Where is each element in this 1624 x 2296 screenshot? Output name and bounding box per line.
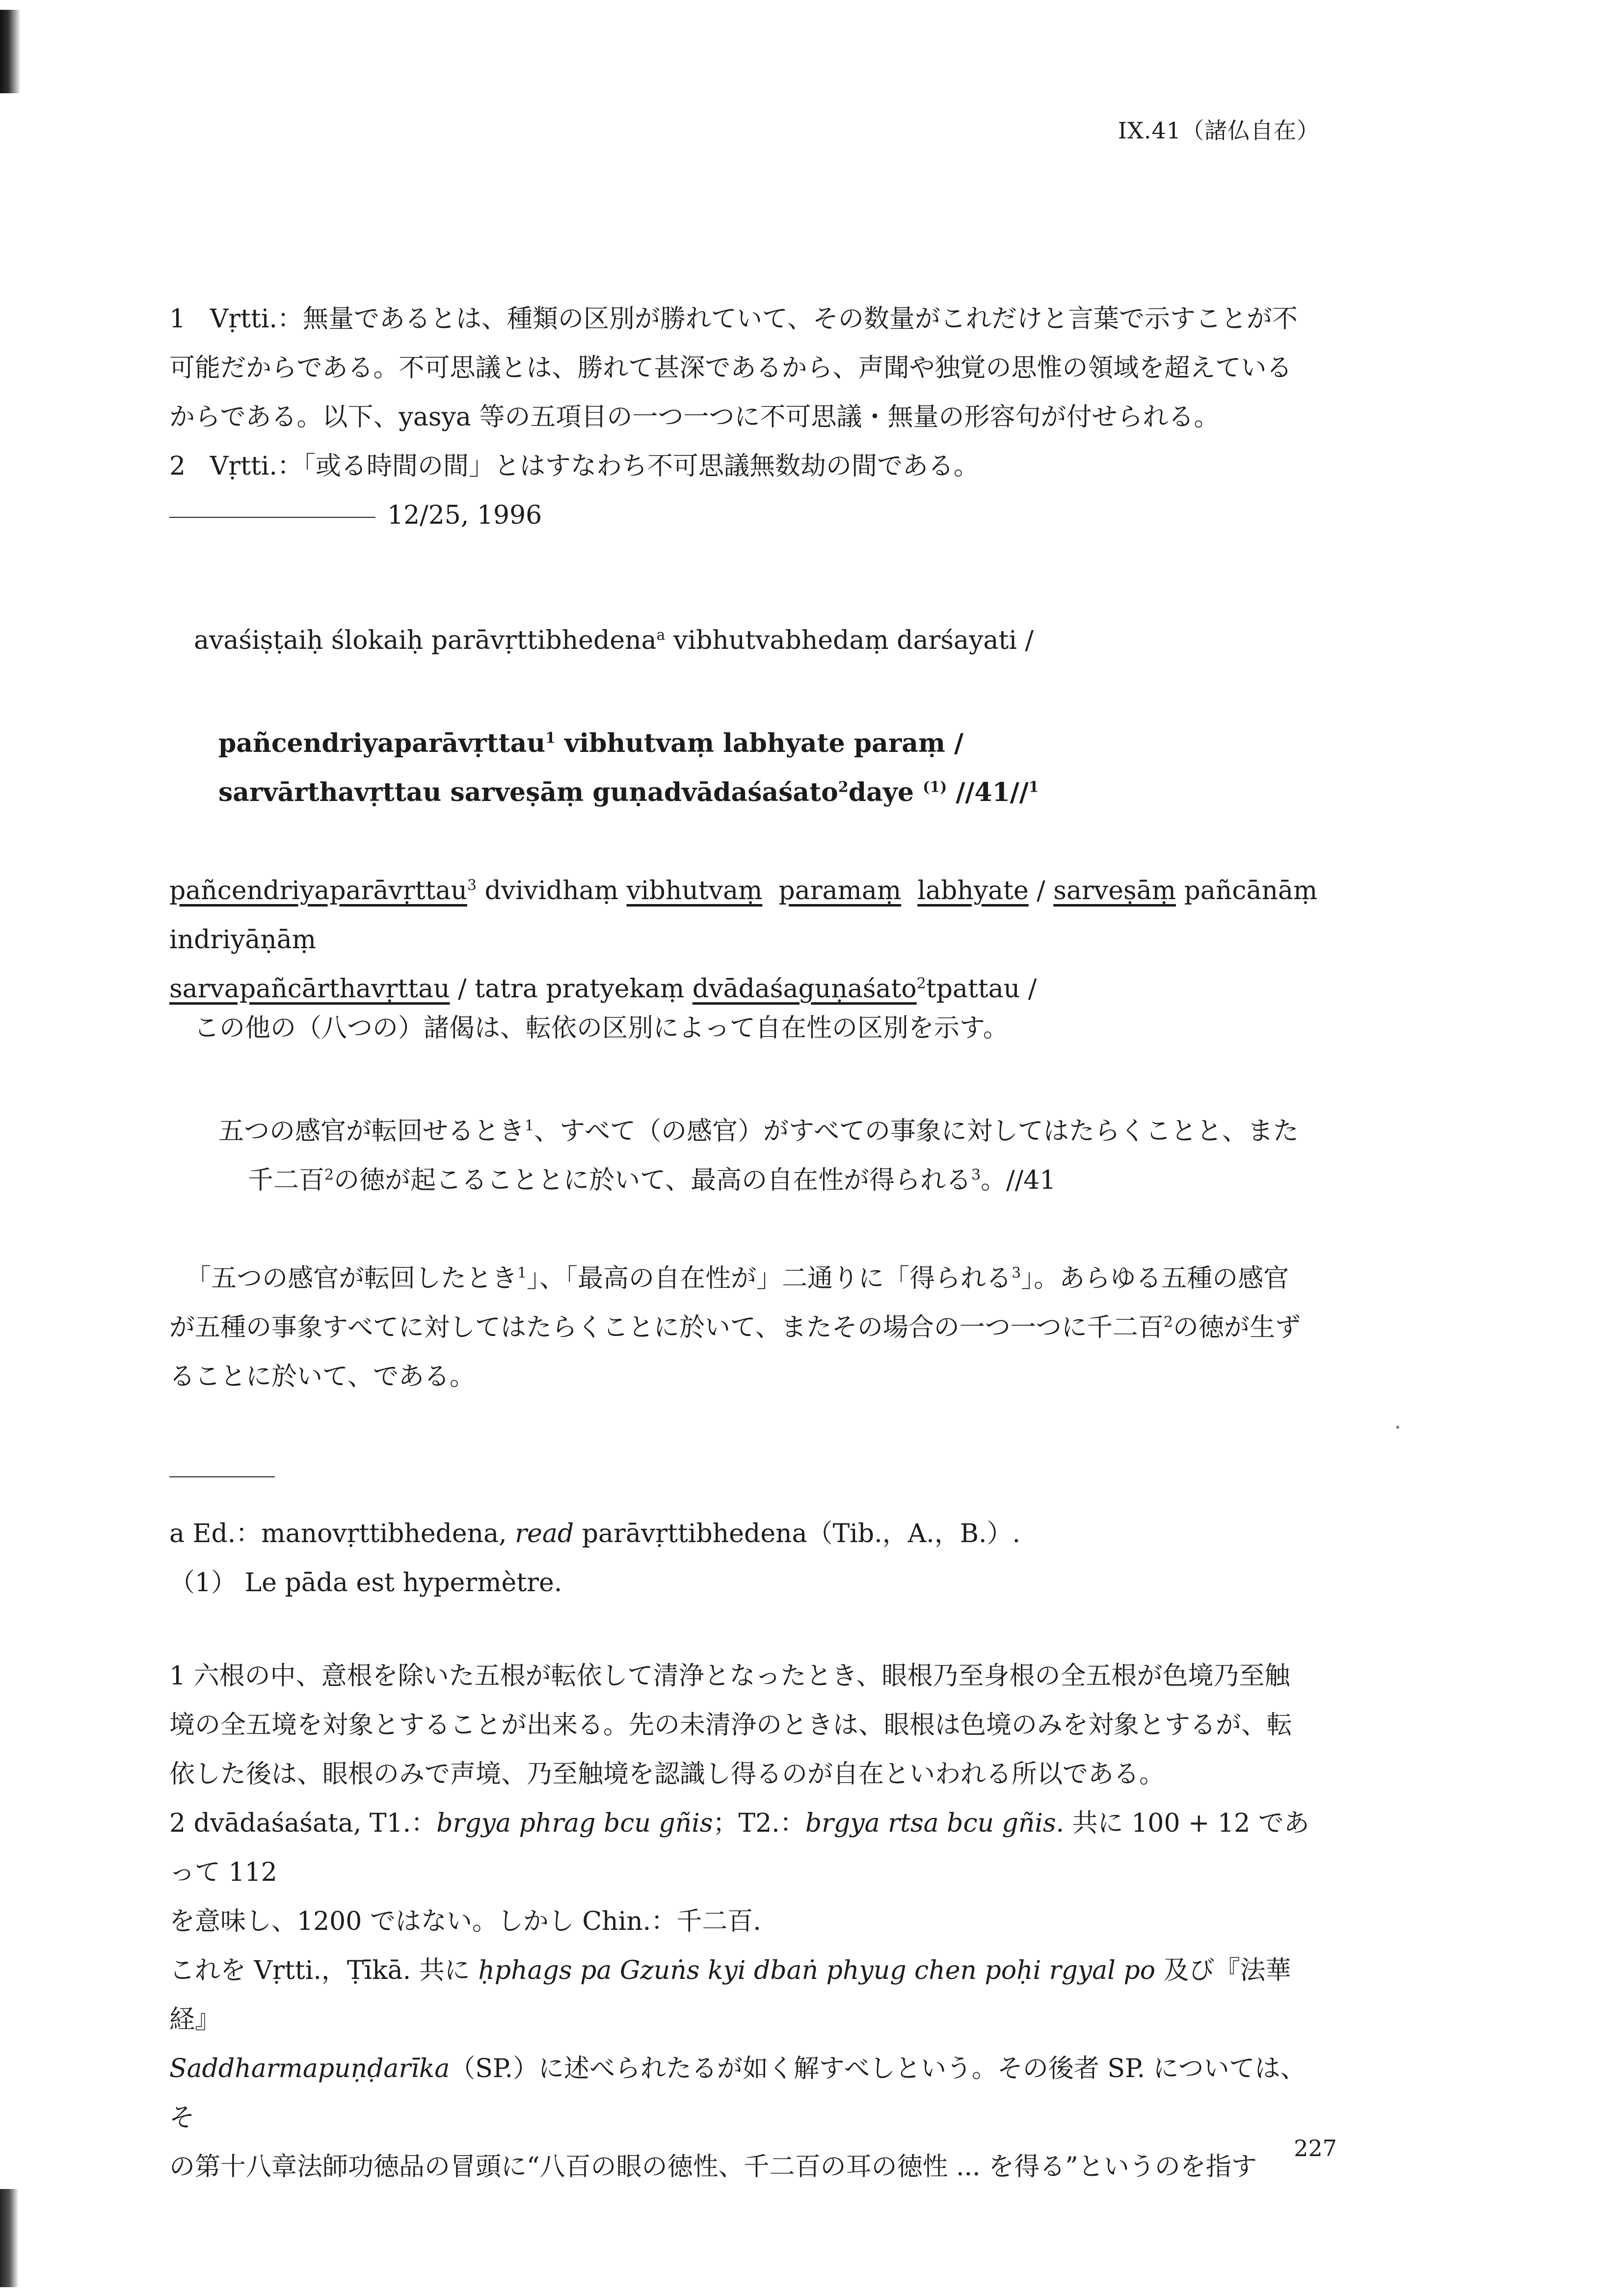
note-1-line-3: からである。以下、yasya 等の五項目の一つ一つに不可思議・無量の形容句が付せられる。 bbox=[169, 402, 1220, 432]
speck bbox=[1396, 1426, 1399, 1429]
scan-edge-mark-bottom bbox=[0, 2189, 19, 2287]
running-header: IX.41（諸仏自在） bbox=[1118, 117, 1320, 144]
verse-line-2: sarvārthavṛttau sarveṣāṃ guṇadvādaśaśato$^2$daye $^{(1)}$ //41//$^1$ bbox=[218, 777, 1039, 807]
note-1-line-1: 1 Vṛtti.：無量であるとは、種類の区別が勝れていて、その数量がこれだけと言葉で示すことが不 bbox=[169, 304, 1298, 334]
date-line: 12/25, 1996 bbox=[169, 491, 1328, 540]
dash-rule bbox=[169, 517, 375, 518]
sanskrit-intro: avaśiṣṭaiḥ ślokaiḥ parāvṛttibhedena$^a$ vibhutvabhedaṃ darśayati / bbox=[194, 626, 1034, 655]
scan-edge-mark bbox=[0, 10, 21, 93]
note-1-line-2: 可能だからである。不可思議とは、勝れて甚深であるから、声聞や独覚の思惟の領域を超えている bbox=[169, 353, 1292, 383]
sanskrit-commentary: pañcendriyaparāvṛttau$^3$ dvividhaṃ vibhutvaṃ paramaṃ labhyate / sarveṣāṃ pañcānāṃ indriyāṇāṃ sarvapañcārthavṛttau / tatra pratyekaṃ dvādaśaguṇaśato$^2$tpattau / bbox=[169, 876, 1318, 1004]
footnote-rule bbox=[169, 1476, 275, 1477]
top-notes bbox=[169, 294, 1328, 540]
japanese-commentary: 「五つの感官が転回したとき$^1$」、「最高の自在性が」二通りに「得られる$^3$」。あらゆる五種の感官 が五種の事象すべてに対してはたらくことに於いて、またその場合の一つ一つに千二百$^2$の徳が生ず ることに於いて、である。 bbox=[169, 1264, 1301, 1391]
japanese-intro: この他の（八つの）諸偈は、転依の区別によって自在性の区別を示す。 bbox=[194, 1014, 1009, 1043]
sanskrit-verse bbox=[218, 719, 1377, 817]
japanese-verse: 五つの感官が転回せるとき$^1$、すべて（の感官）がすべての事象に対してはたらくことと、また 千二百$^2$の徳が起こることとに於いて、最高の自在性が得られる$^3$。//41 bbox=[218, 1117, 1299, 1195]
verse-line-1: pañcendriyaparāvṛttau$^1$ vibhutvaṃ labhyate paraṃ / bbox=[218, 728, 964, 758]
footnotes-explanatory: 1 六根の中、意根を除いた五根が転依して清浄となったとき、眼根乃至身根の全五根が色境乃至触 境の全五境を対象とすることが出来る。先の未清浄のときは、眼根は色境のみを対象とするが、転 依した後は、眼根のみで声境、乃至触境を認識し得るのが自在といわれる所以である。 2 dvādaśaśata, T1.：brgya phrag bcu gñis；T2.：brgya rtsa bcu gñis. 共に 100 + 12 であって 112 を意味し、1200 ではない。しかし Chin.：千二百. これを Vṛtti.，Ṭīkā. 共に ḥphags pa Gzuṅs kyi dbaṅ phyug chen poḥi rgyal po 及び『法華経』 Saddharmapuṇḍarīka（SP.）に述べられたるが如く解すべしという。その後者 SP. については、そ の第十八章法師功徳品の冒頭に“八百の眼の徳性、千二百の耳の徳性 ... を得る”というのを指す bbox=[169, 1661, 1309, 2182]
footnotes-critical: a Ed.：manovṛttibhedena, read parāvṛttibhedena（Tib.，A.，B.）. （1） Le pāda est hypermètre. bbox=[169, 1519, 1021, 1598]
page-number: 227 bbox=[1294, 2135, 1337, 2162]
note-2-line-1: 2 Vṛtti.：「或る時間の間」とはすなわち不可思議無数劫の間である。 bbox=[169, 452, 980, 481]
